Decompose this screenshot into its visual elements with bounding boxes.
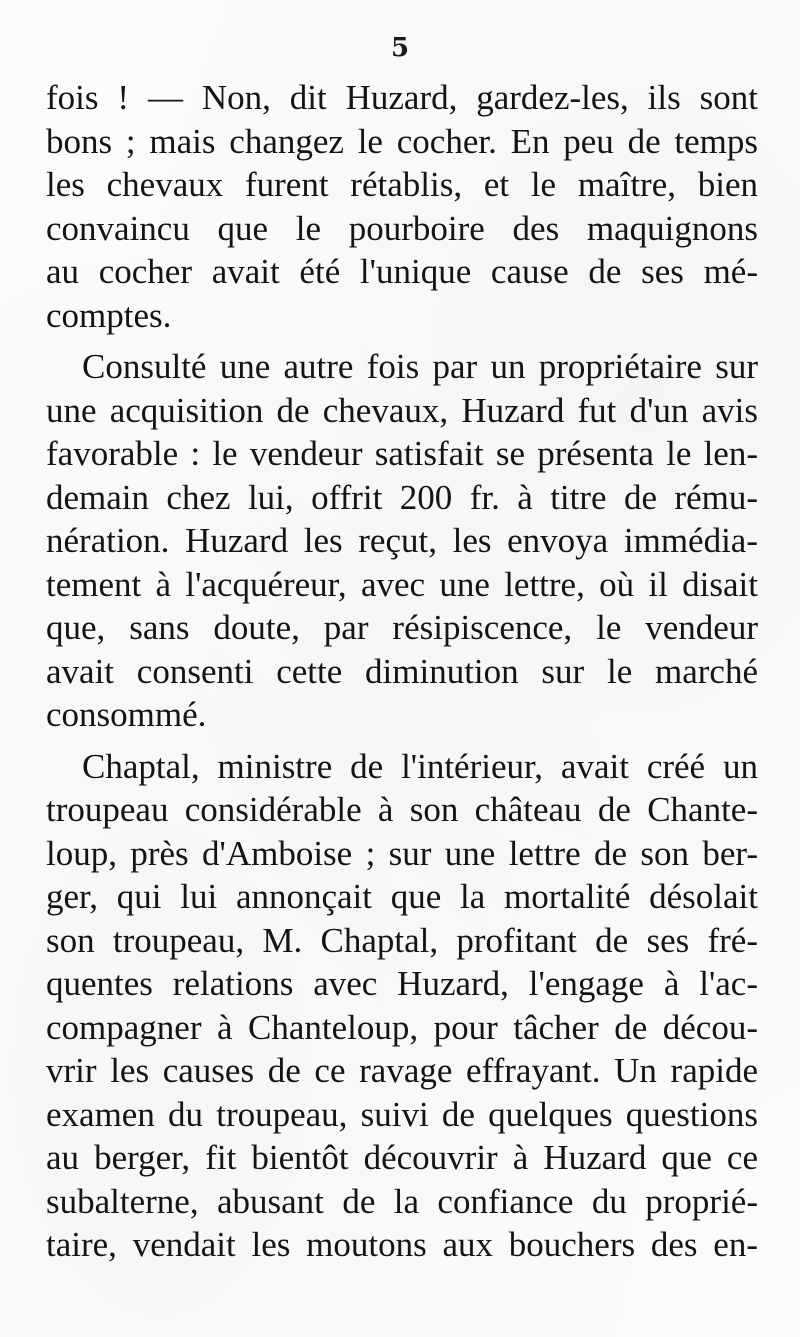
text-line: troupeau considérable à son château de Chante- — [46, 790, 758, 829]
text-line: bons ; mais changez le cocher. En peu de temps — [46, 121, 758, 161]
text-line: loup, près d'Amboise ; sur une lettre de son ber- — [46, 833, 758, 873]
text-line: taire, vendait les moutons aux bouchers des en- — [46, 1225, 758, 1264]
text-line: avait consenti cette diminution sur le marché — [46, 651, 758, 691]
text-line: comptes. — [46, 295, 172, 335]
text-line: Consulté une autre fois par un propriétaire sur — [82, 347, 758, 386]
text-line: favorable : le vendeur satisfait se présenta le len- — [46, 434, 758, 473]
text-line: compagner à Chanteloup, pour tâcher de décou- — [46, 1007, 758, 1047]
text-line: Chaptal, ministre de l'intérieur, avait créé un — [82, 746, 758, 786]
text-line: une acquisition de chevaux, Huzard fut d'un avis — [46, 390, 758, 430]
text-line: que, sans doute, par résipiscence, le vendeur — [46, 608, 758, 647]
paragraph-1 — [46, 76, 758, 337]
paragraph-2 — [46, 345, 758, 737]
text-line: fois ! — Non, dit Huzard, gardez-les, ils sont — [46, 78, 758, 117]
text-line: vrir les causes de ce ravage effrayant. Un rapide — [46, 1051, 758, 1090]
page-number: 5 — [390, 33, 410, 63]
text-line: les chevaux furent rétablis, et le maître, bien — [46, 165, 758, 204]
text-line: nération. Huzard les reçut, les envoya immédia- — [46, 521, 758, 560]
text-line: examen du troupeau, suivi de quelques questions — [46, 1094, 758, 1134]
text-line: quentes relations avec Huzard, l'engage à l'ac- — [46, 964, 758, 1003]
text-line: son troupeau, M. Chaptal, profitant de ses fré- — [46, 920, 758, 960]
text-line: tement à l'acquéreur, avec une lettre, où il disait — [46, 564, 758, 604]
body-text — [46, 76, 758, 1267]
text-line: au cocher avait été l'unique cause de ses mé- — [46, 252, 758, 291]
text-line: au berger, fit bientôt découvrir à Huzard que ce — [46, 1138, 758, 1177]
text-line: ger, qui lui annonçait que la mortalité désolait — [46, 877, 758, 916]
paragraph-3 — [46, 745, 758, 1267]
text-line: demain chez lui, offrit 200 fr. à titre de rému- — [46, 477, 758, 517]
text-line: subalterne, abusant de la confiance du proprié- — [46, 1181, 758, 1221]
text-line: convaincu que le pourboire des maquignons — [46, 208, 758, 248]
text-line: consommé. — [46, 695, 207, 734]
